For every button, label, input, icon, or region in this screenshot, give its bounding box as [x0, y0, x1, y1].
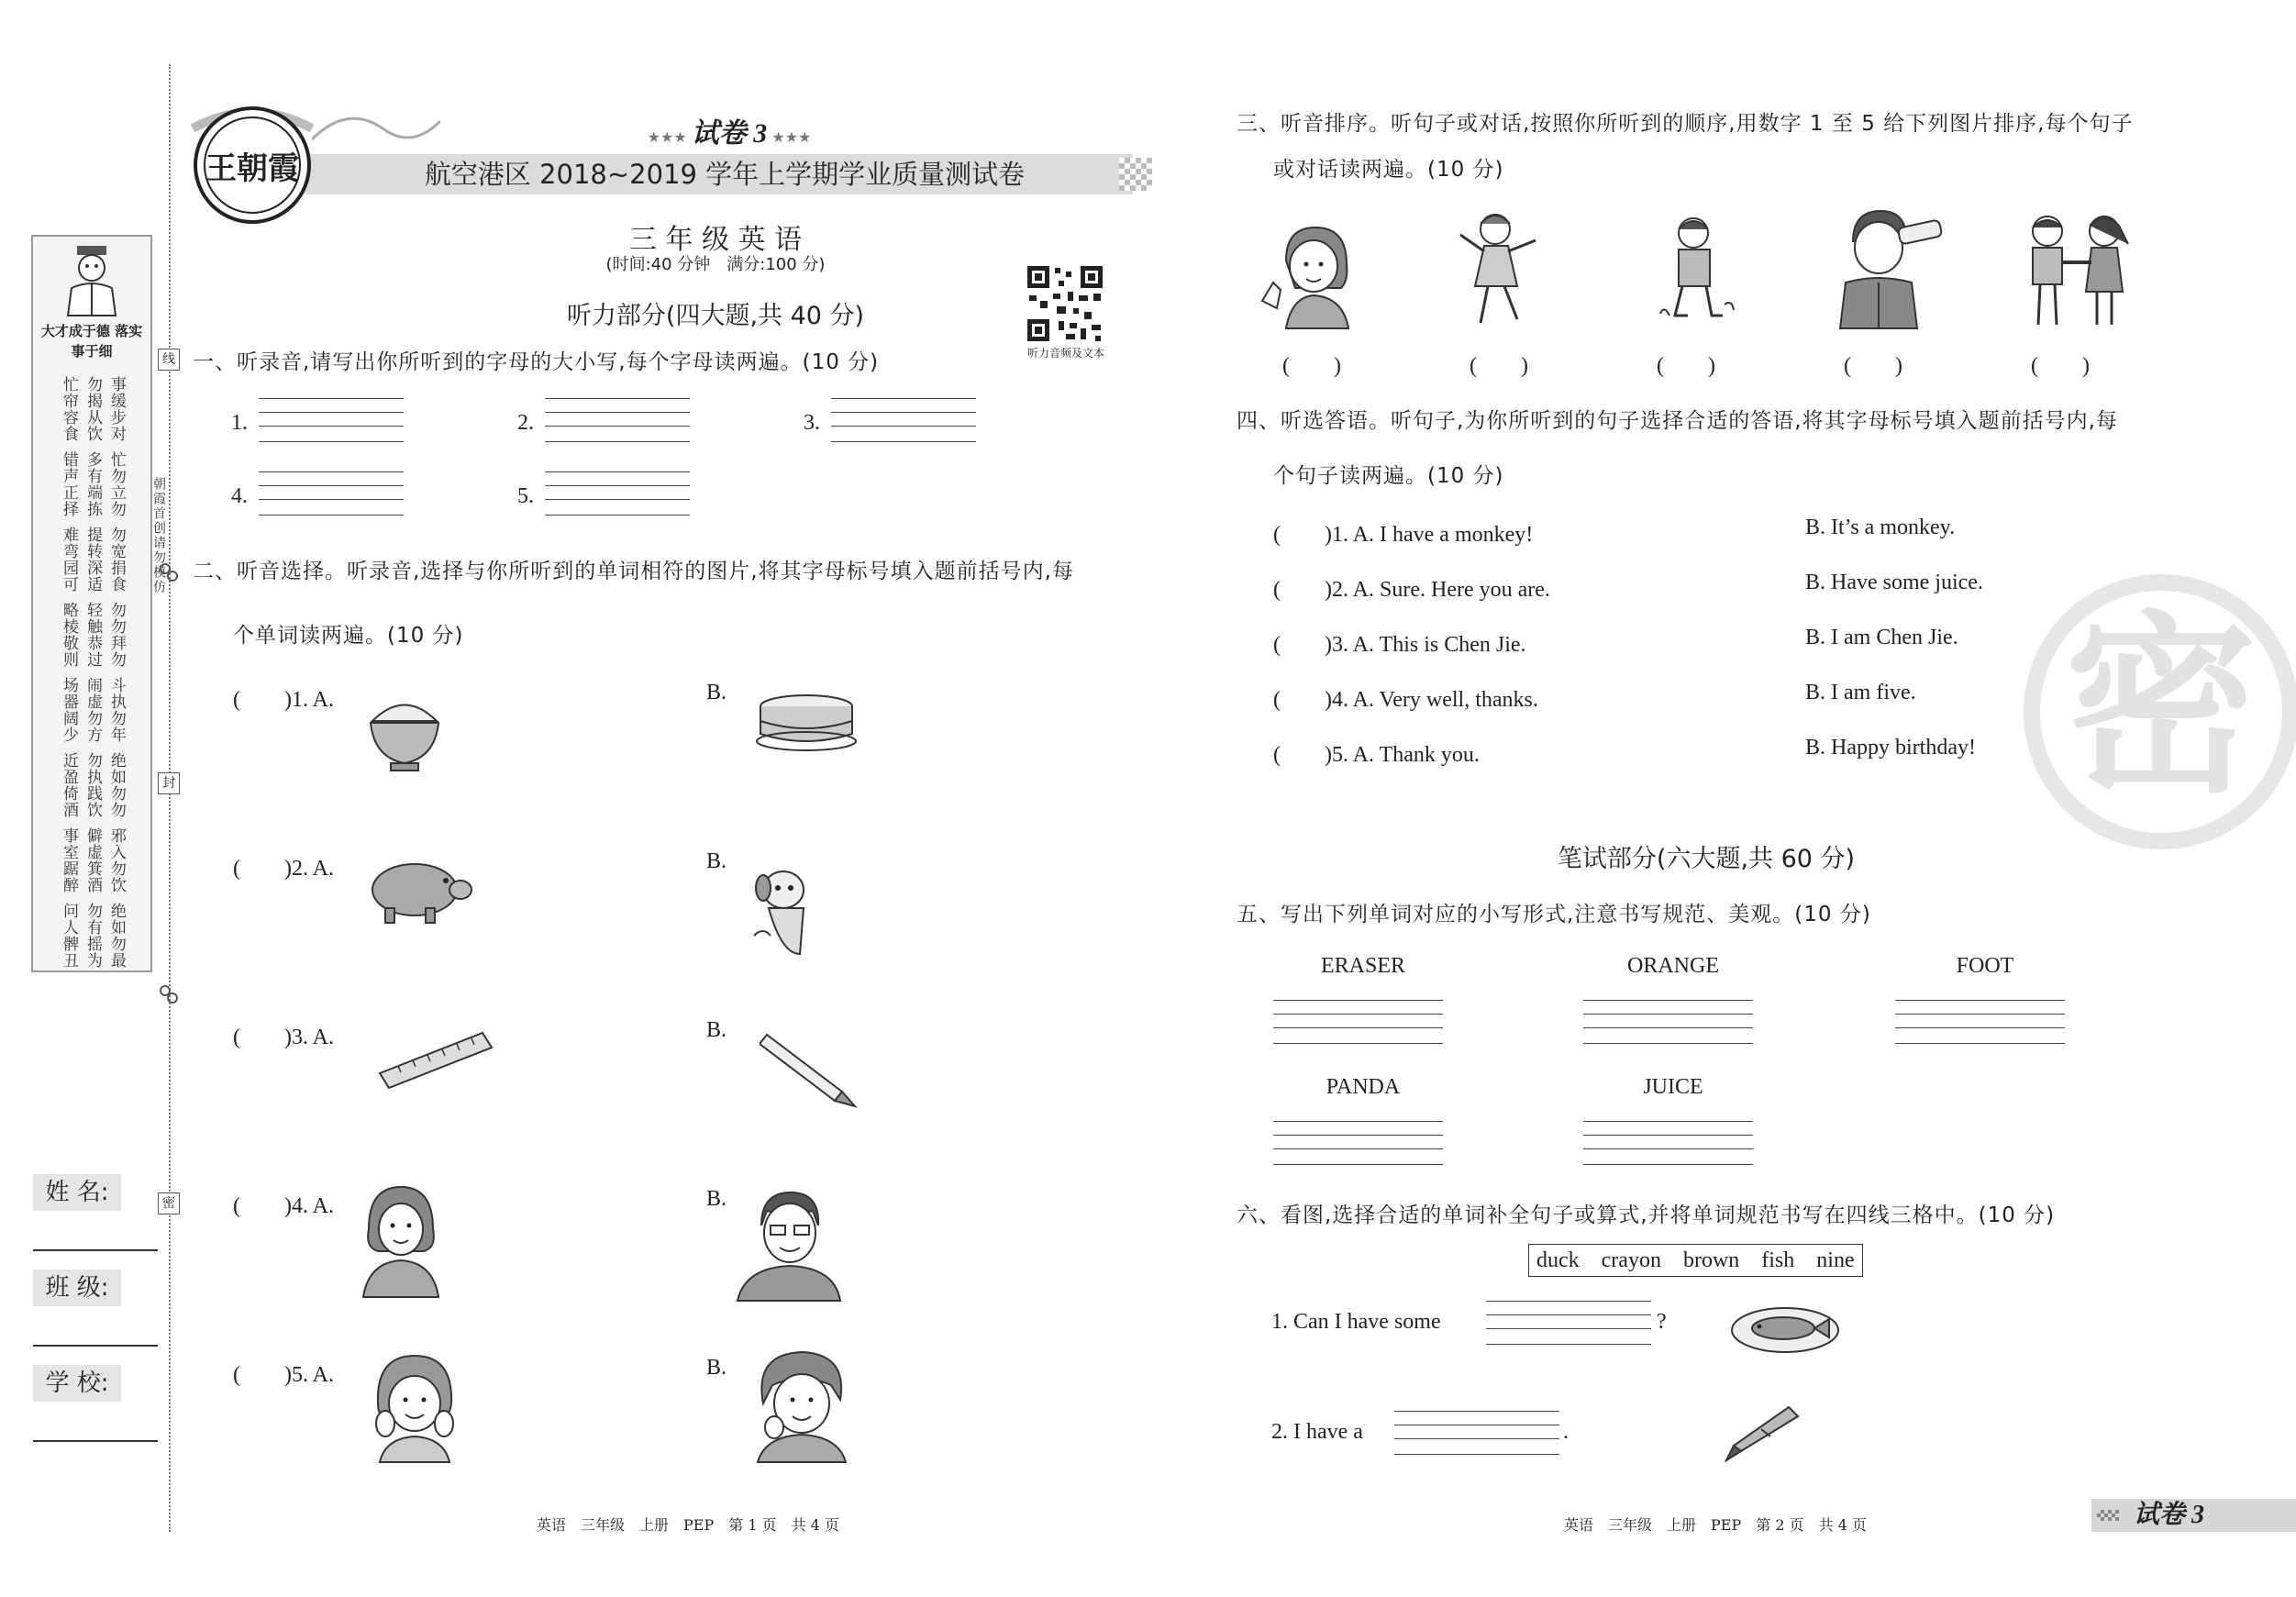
q1-writing-lines-3[interactable] [831, 398, 976, 442]
motto-column: 事缓步对 [107, 376, 126, 442]
q5-writing-lines-4[interactable] [1273, 1121, 1443, 1165]
motto-column: 多有端拣 [83, 451, 102, 517]
q5-writing-lines-3[interactable] [1895, 1000, 2065, 1044]
cake-icon [756, 690, 857, 754]
subject-title: 三 年 级 英 语 [628, 224, 803, 256]
motto-column: 斗执勿年 [107, 677, 126, 743]
motto-column: 勿勿拜勿 [107, 602, 126, 668]
q6-sentence-2-lines[interactable] [1394, 1411, 1559, 1455]
q4-item-2-question[interactable]: ( )2. A. Sure. Here you are. [1273, 578, 1550, 602]
scissors-icon [158, 983, 180, 1005]
qr-code-icon [1026, 264, 1104, 343]
q4-item-1-option-b: B. It’s a monkey. [1805, 516, 1956, 539]
q6-sentence-1-start: 1. Can I have some [1271, 1310, 1441, 1334]
q4-item-4-question[interactable]: ( )4. A. Very well, thanks. [1273, 688, 1538, 712]
footer-tag: 试卷 3 [2134, 1501, 2205, 1529]
q3-paren-1[interactable]: ( ) [1282, 354, 1341, 378]
motto-column: 近盈倚酒 [60, 752, 78, 818]
ruler-icon [376, 1027, 495, 1092]
cut-mark-1: 线 [158, 349, 180, 371]
boy-jumping-icon [1651, 213, 1737, 330]
q4-item-5-option-b: B. Happy birthday! [1805, 736, 1976, 760]
father-icon [734, 1189, 844, 1303]
motto-column: 勿执践饮 [83, 752, 102, 818]
girl-face-icon [367, 1352, 460, 1464]
motto-column: 难弯园可 [60, 527, 78, 593]
q2-item-label[interactable]: ( )1. A. [233, 688, 334, 712]
pig-icon [361, 853, 477, 926]
q1-number: 5. [517, 484, 534, 508]
motto-column: 勿揭从饮 [83, 376, 102, 442]
stars-left: ★★★ [647, 128, 687, 146]
motto-block [42, 752, 143, 824]
pencil-icon [760, 1027, 860, 1110]
brand-logo-text: 王朝霞 [205, 150, 299, 187]
motto-column: 勿有摇为 [83, 903, 102, 969]
q4-title-line1: 四、听选答语。听句子,为你所听到的句子选择合适的答语,将其字母标号填入题前括号内,每 [1237, 409, 2118, 433]
q4-item-5-question[interactable]: ( )5. A. Thank you. [1273, 743, 1480, 767]
boy-drinking-icon [1835, 205, 1945, 330]
girl-thumbs-up-icon [1259, 224, 1356, 330]
motto-columns [42, 376, 143, 978]
cut-mark-3: 密 [158, 1192, 180, 1214]
girl-dancing-icon [1453, 207, 1541, 330]
motto-block [42, 602, 143, 673]
paper-tag-text: 试卷 3 [691, 118, 768, 149]
motto-column: 僻虚箕酒 [83, 827, 102, 893]
q2-option-b: B. [706, 1356, 727, 1380]
q6-sentence-2-end: . [1563, 1420, 1569, 1444]
q2-title-line2: 个单词读两遍。(10 分) [233, 624, 464, 648]
q4-item-1-question[interactable]: ( )1. A. I have a monkey! [1273, 523, 1534, 547]
seal-strip-text: 朝霞首创请勿模仿 [151, 477, 166, 594]
motto-column: 轻触恭过 [83, 602, 102, 668]
motto-column: 邪入勿饮 [107, 827, 126, 893]
motto-block [42, 527, 143, 598]
q5-word-4: PANDA [1325, 1075, 1401, 1099]
page-footer-left: 英语 三年级 上册 PEP 第 1 页 共 4 页 [537, 1516, 839, 1534]
motto-column: 提转深适 [83, 527, 102, 593]
q6-sentence-1-end: ? [1657, 1310, 1667, 1334]
q2-option-b: B. [706, 849, 727, 873]
motto-column: 绝如勿勿 [107, 752, 126, 818]
stars-right: ★★★ [771, 128, 812, 146]
motto-block [42, 376, 143, 448]
page-footer-right: 英语 三年级 上册 PEP 第 2 页 共 4 页 [1564, 1516, 1867, 1534]
motto-head: 大才成于德 落实事于细 [40, 323, 143, 360]
motto-column: 忙帘容食 [60, 376, 78, 442]
school-line[interactable] [33, 1440, 158, 1442]
q1-writing-lines-1[interactable] [259, 398, 404, 442]
q2-item-label[interactable]: ( )5. A. [233, 1363, 334, 1387]
q3-paren-4[interactable]: ( ) [1844, 354, 1902, 378]
dog-icon [745, 862, 818, 963]
crayon-icon [1725, 1403, 1802, 1462]
motto-block [42, 451, 143, 523]
q4-item-4-option-b: B. I am five. [1805, 681, 1916, 704]
q2-option-b: B. [706, 1187, 727, 1211]
scissors-icon [158, 561, 180, 583]
q1-number: 3. [804, 411, 820, 435]
school-label: 学 校: [33, 1365, 121, 1402]
q2-title-line1: 二、听音选择。听录音,选择与你所听到的单词相符的图片,将其字母标号填入题前括号内,每 [193, 560, 1074, 583]
ribbon-decoration-icon [312, 103, 440, 158]
motto-column: 忙勿立勿 [107, 451, 126, 517]
confidential-watermark-text: 密 [2064, 593, 2257, 819]
q6-sentence-2-start: 2. I have a [1271, 1420, 1363, 1444]
footer-tag-dots [2097, 1510, 2119, 1521]
q4-title-line2: 个句子读两遍。(10 分) [1273, 464, 1504, 488]
motto-column: 事室踞醉 [60, 827, 78, 893]
name-line[interactable] [33, 1249, 158, 1251]
q4-item-2-option-b: B. Have some juice. [1805, 571, 1983, 594]
mother-icon [360, 1183, 442, 1299]
q2-item-label[interactable]: ( )2. A. [233, 857, 334, 881]
q5-writing-lines-2[interactable] [1583, 1000, 1753, 1044]
q4-item-3-question[interactable]: ( )3. A. This is Chen Jie. [1273, 633, 1526, 657]
class-label: 班 级: [33, 1270, 121, 1306]
checker-decoration [1119, 158, 1152, 191]
q6-word-box: duck crayon brown fish nine [1528, 1244, 1863, 1277]
q1-title: 一、听录音,请写出你所听到的字母的大小写,每个字母读两遍。(10 分) [193, 350, 880, 374]
exam-title: 航空港区 2018~2019 学年上学期学业质量测试卷 [424, 159, 1026, 190]
q6-sentence-1-lines[interactable] [1486, 1301, 1651, 1345]
q1-number: 2. [517, 411, 534, 435]
q5-word-2: ORANGE [1627, 954, 1719, 978]
q5-word-1: ERASER [1320, 954, 1405, 978]
paper-tag [633, 110, 826, 150]
time-info: (时间:40 分钟 满分:100 分) [605, 255, 826, 274]
q3-paren-2[interactable]: ( ) [1470, 354, 1528, 378]
motto-panel [31, 235, 152, 972]
q1-writing-lines-2[interactable] [545, 398, 690, 442]
motto-column: 问人髀丑 [60, 903, 78, 969]
rice-bowl-icon [363, 693, 446, 776]
motto-column: 略棱敬则 [60, 602, 78, 668]
name-label: 姓 名: [33, 1174, 121, 1211]
q5-writing-lines-1[interactable] [1273, 1000, 1443, 1044]
two-kids-shaking-hands-icon [2014, 211, 2139, 330]
q3-title-line2: 或对话读两遍。(10 分) [1273, 158, 1504, 182]
q1-writing-lines-5[interactable] [545, 471, 690, 516]
q5-word-5: JUICE [1643, 1075, 1703, 1099]
left-margin [0, 0, 183, 1597]
q5-title: 五、写出下列单词对应的小写形式,注意书写规范、美观。(10 分) [1237, 903, 1871, 926]
brand-logo-icon [174, 92, 330, 229]
q2-item-label[interactable]: ( )4. A. [233, 1194, 334, 1218]
qr-caption: 听力音频及文本 [1026, 347, 1104, 360]
q6-title: 六、看图,选择合适的单词补全句子或算式,并将单词规范书写在四线三格中。(10 分) [1237, 1203, 2056, 1227]
motto-column: 绝如勿最 [107, 903, 126, 969]
motto-block [42, 827, 143, 899]
q3-paren-3[interactable]: ( ) [1657, 354, 1715, 378]
q3-title-line1: 三、听音排序。听句子或对话,按照你所听到的顺序,用数字 1 至 5 给下列图片排序,每个句子 [1237, 112, 2134, 136]
q5-writing-lines-5[interactable] [1583, 1121, 1753, 1165]
motto-block [42, 903, 143, 974]
q4-item-3-option-b: B. I am Chen Jie. [1805, 626, 1958, 649]
q2-item-label[interactable]: ( )3. A. [233, 1026, 334, 1049]
cut-mark-2: 封 [158, 772, 180, 794]
fish-on-plate-icon [1730, 1301, 1840, 1356]
motto-column: 勿宽捐食 [107, 527, 126, 593]
motto-block [42, 677, 143, 749]
boy-face-icon [750, 1348, 853, 1464]
q5-word-3: FOOT [1956, 954, 2014, 978]
motto-column: 错声正择 [60, 451, 78, 517]
listening-section-title: 听力部分(四大题,共 40 分) [566, 302, 865, 330]
q1-number: 4. [231, 484, 248, 508]
scholar-figure-icon [59, 244, 125, 317]
motto-column: 场器阔少 [60, 677, 78, 743]
cut-line [169, 64, 171, 1532]
q1-writing-lines-4[interactable] [259, 471, 404, 516]
q1-number: 1. [231, 411, 248, 435]
class-line[interactable] [33, 1345, 158, 1347]
q2-option-b: B. [706, 1018, 727, 1042]
writing-section-title: 笔试部分(六大题,共 60 分) [1557, 845, 1856, 873]
motto-column: 闹虚勿方 [83, 677, 102, 743]
q2-option-b: B. [706, 681, 727, 704]
q3-paren-5[interactable]: ( ) [2031, 354, 2090, 378]
